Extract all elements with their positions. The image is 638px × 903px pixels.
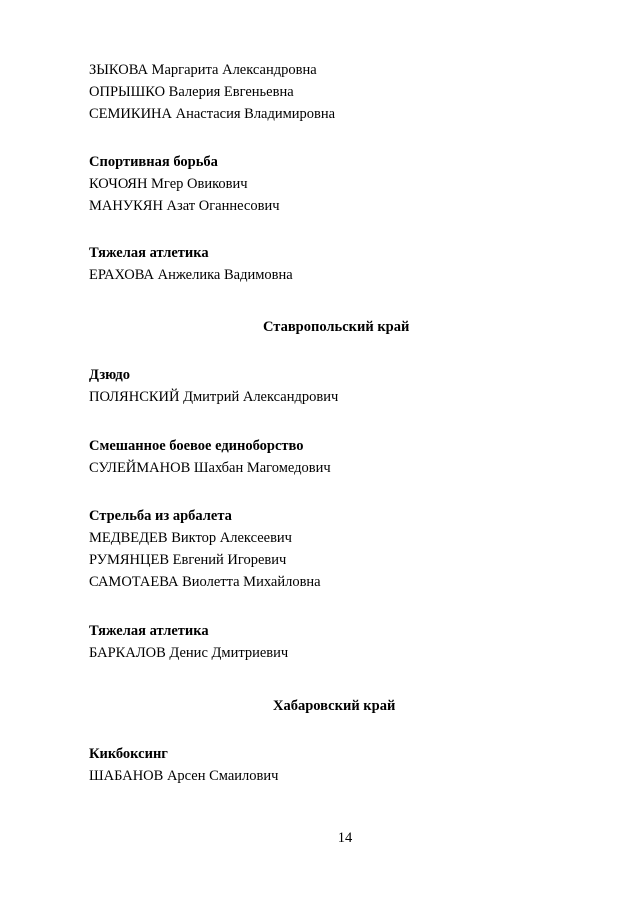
sport-heading: Кикбоксинг <box>89 746 168 762</box>
athlete-name: СУЛЕЙМАНОВ Шахбан Магомедович <box>89 460 331 476</box>
page-number: 14 <box>337 830 353 846</box>
athlete-name: САМОТАЕВА Виолетта Михайловна <box>89 574 321 590</box>
region-heading: Хабаровский край <box>273 698 396 714</box>
athlete-name: БАРКАЛОВ Денис Дмитриевич <box>89 645 289 661</box>
athlete-name: КОЧОЯН Мгер Овикович <box>89 176 248 192</box>
sport-heading: Стрельба из арбалета <box>89 508 232 524</box>
athlete-name: МАНУКЯН Азат Оганнесович <box>89 198 280 214</box>
sport-heading: Смешанное боевое единоборство <box>89 438 304 454</box>
athlete-name: РУМЯНЦЕВ Евгений Игоревич <box>89 552 287 568</box>
sport-heading: Спортивная борьба <box>89 154 218 170</box>
sport-heading: Дзюдо <box>89 367 131 383</box>
athlete-name: МЕДВЕДЕВ Виктор Алексеевич <box>89 530 292 546</box>
athlete-name: ЕРАХОВА Анжелика Вадимовна <box>89 267 293 283</box>
athlete-name: ОПРЫШКО Валерия Евгеньевна <box>89 84 294 100</box>
athlete-name: ЗЫКОВА Маргарита Александровна <box>89 62 317 78</box>
athlete-name: ШАБАНОВ Арсен Смаилович <box>89 768 279 784</box>
athlete-name: ПОЛЯНСКИЙ Дмитрий Александрович <box>89 389 339 405</box>
region-heading: Ставропольский край <box>263 319 410 335</box>
athlete-name: СЕМИКИНА Анастасия Владимировна <box>89 106 336 122</box>
sport-heading: Тяжелая атлетика <box>89 623 209 639</box>
sport-heading: Тяжелая атлетика <box>89 245 209 261</box>
